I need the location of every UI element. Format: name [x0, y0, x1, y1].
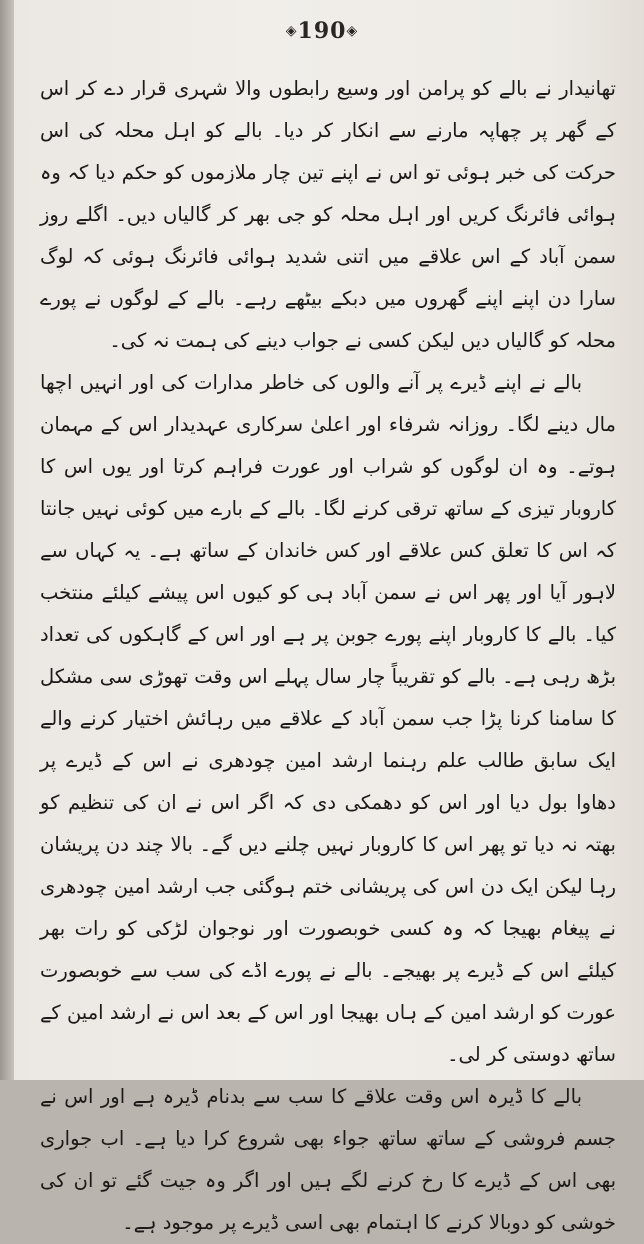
page-header — [0, 18, 644, 44]
right-ornament-icon: ◈ — [346, 23, 359, 39]
page-spine-shadow — [0, 0, 14, 1080]
paragraph-2: بالے نے اپنے ڈیرے پر آنے والوں کی خاطر مدارات کی اور انہیں اچھا مال دینے لگا۔ روزانہ شرفاء اور اعلیٰ سرکاری عہدیدار اس کے مہمان ہوتے۔ وہ ان لوگوں کو شراب اور عورت فراہم کرتا اور یوں اس کا کاروبار تیزی کے ساتھ ترقی کرنے لگا۔ بالے کے بارے میں کوئی نہیں جانتا کہ اس کا تعلق کس علاقے اور کس خاندان کے ساتھ ہے۔ یہ کہاں سے لاہور آیا اور پھر اس نے سمن آباد ہی کو کیوں اس پیشے کیلئے منتخب کیا۔ بالے کا کاروبار اپنے پورے جوبن پر ہے اور اس کے گاہکوں کی تعداد بڑھ رہی ہے۔ بالے کو تقریباً چار سال پہلے اس وقت تھوڑی سی مشکل کا سامنا کرنا پڑا جب سمن آباد کے علاقے میں رہائش اختیار کرنے والے ایک سابق طالب علم رہنما ارشد امین چودھری نے اس کے ڈیرے پر دھاوا بول دیا اور اس کو دھمکی دی کہ اگر اس نے ان کی تنظیم کو بھتہ نہ دیا تو پھر اس کا کاروبار نہیں چلنے دیں گے۔ بالا چند دن پریشان رہا لیکن ایک دن اس کی پریشانی ختم ہوگئی جب ارشد امین چودھری نے پیغام بھیجا کہ وہ کسی خوبصورت اور نوجوان لڑکی کو رات بھر کیلئے اس کے ڈیرے پر بھیجے۔ بالے نے پورے اڈے کی سب سے خوبصورت عورت کو ارشد امین کے ہاں بھیجا اور اس کے بعد اس نے ارشد امین کے ساتھ دوستی کر لی۔ — [40, 371, 616, 1066]
body-text — [40, 68, 616, 1244]
paragraph-1: تھانیدار نے بالے کو پرامن اور وسیع رابطوں والا شہری قرار دے کر اس کے گھر پر چھاپہ مارنے سے انکار کر دیا۔ بالے کو اہل محلہ کی اس حرکت کی خبر ہوئی تو اس نے اپنے تین چار ملازموں کو حکم دیا کہ وہ ہوائی فائرنگ کریں اور اہل محلہ کو جی بھر کر گالیاں دیں۔ اگلے روز سمن آباد کے اس علاقے میں اتنی شدید ہوائی فائرنگ ہوئی کہ لوگ سارا دن اپنے اپنے گھروں میں دبکے بیٹھے رہے۔ بالے کے لوگوں نے پورے محلہ کو گالیاں دیں لیکن کسی نے جواب دینے کی ہمت نہ کی۔ — [40, 77, 616, 352]
paragraph-3: بالے کا ڈیرہ اس وقت علاقے کا سب سے بدنام ڈیرہ ہے اور اس نے جسم فروشی کے ساتھ ساتھ جواء بھی شروع کرا دیا ہے۔ اب جواری بھی اس کے ڈیرے کا رخ کرنے لگے ہیں اور اگر وہ جیت گئے تو ان کی خوشی کو دوبالا کرنے کا اہتمام بھی اسی ڈیرے پر موجود ہے۔ — [40, 1085, 616, 1234]
left-ornament-icon: ◈ — [285, 23, 298, 39]
page-number: 190 — [297, 18, 347, 44]
